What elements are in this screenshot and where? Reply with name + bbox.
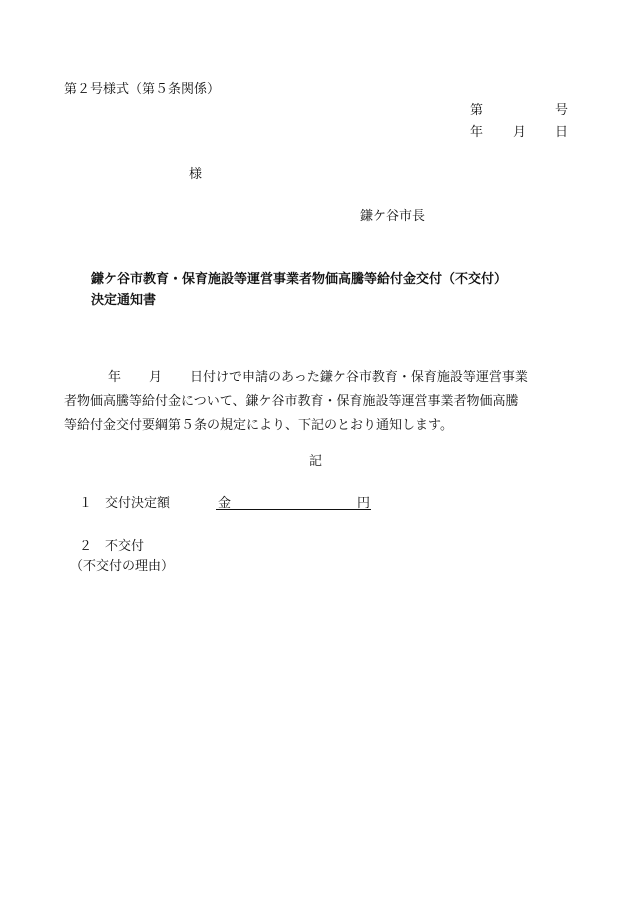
date-month: 月 xyxy=(513,125,527,140)
body-line-1-text: 日付けで申請のあった鎌ケ谷市教育・保育施設等運営事業 xyxy=(190,370,528,385)
doc-number-prefix: 第 xyxy=(470,103,484,118)
item-2-note: （不交付の理由） xyxy=(70,559,175,574)
date-day: 日 xyxy=(555,125,569,140)
amount-prefix: 金 xyxy=(218,496,232,511)
doc-number-suffix: 号 xyxy=(555,103,569,118)
body-line-2: 者物価高騰等給付金について、鎌ケ谷市教育・保育施設等運営事業者物価高騰 xyxy=(64,394,519,409)
addressee-suffix: 様 xyxy=(189,167,203,182)
body-line-3: 等給付金交付要綱第５条の規定により、下記のとおり通知します。 xyxy=(64,418,453,433)
item-2-label: 不交付 xyxy=(105,539,145,554)
amount-underline xyxy=(216,509,371,510)
item-1-label: 交付決定額 xyxy=(105,496,171,511)
title-line-2: 決定通知書 xyxy=(91,293,157,308)
date-year: 年 xyxy=(470,125,484,140)
body-paragraph xyxy=(64,366,570,438)
body-year: 年 xyxy=(108,370,122,385)
issuer-name: 鎌ケ谷市長 xyxy=(360,209,426,224)
item-1-number: １ xyxy=(79,496,93,511)
form-number: 第２号様式（第５条関係） xyxy=(64,82,221,97)
body-line-1 xyxy=(64,366,570,390)
body-month: 月 xyxy=(149,370,163,385)
title-line-1: 鎌ケ谷市教育・保育施設等運営事業者物価高騰等給付金交付（不交付） xyxy=(91,272,508,287)
ki-heading: 記 xyxy=(309,454,323,469)
item-2-number: ２ xyxy=(79,539,93,554)
amount-suffix: 円 xyxy=(357,496,371,511)
